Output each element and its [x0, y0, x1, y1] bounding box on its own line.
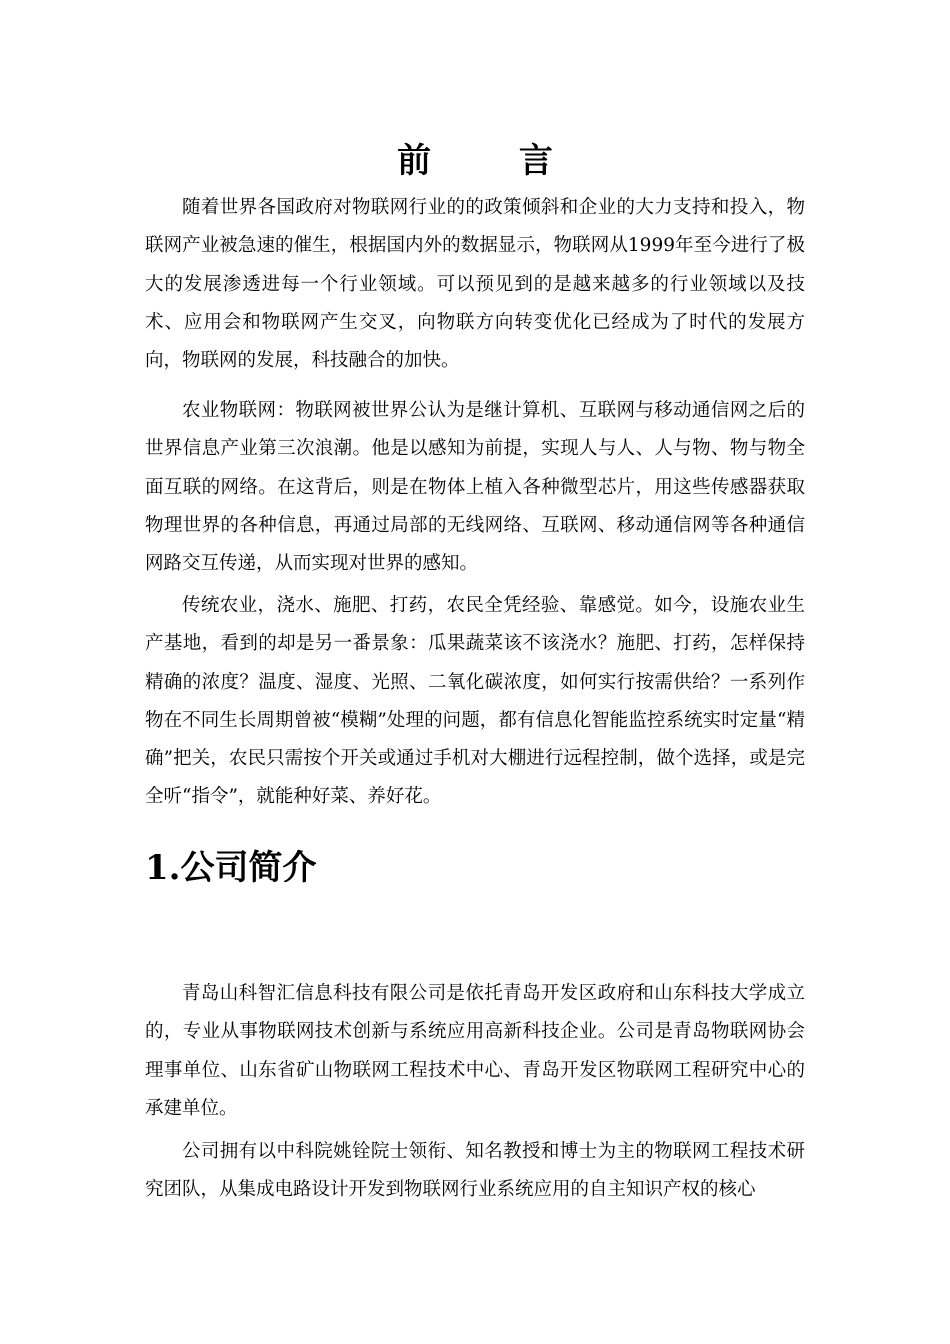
- preface-paragraph-2: 农业物联网：物联网被世界公认为是继计算机、互联网与移动通信网之后的世界信息产业第三次浪潮。他是以感知为前提，实现人与人、人与物、物与物全面互联的网络。在这背后，则是在物体上植入各种微型芯片，用这些传感器获取物理世界的各种信息，再通过局部的无线网络、互联网、移动通信网等各种通信网路交互传递，从而实现对世界的感知。: [145, 400, 805, 575]
- section-paragraph-2: 公司拥有以中科院姚铨院士领衔、知名教授和博士为主的物联网工程技术研究团队，从集成电路设计开发到物联网行业系统应用的自主知识产权的核心: [145, 1141, 805, 1201]
- section-heading: 1.公司简介: [145, 848, 317, 888]
- section-paragraph-1: 青岛山科智汇信息科技有限公司是依托青岛开发区政府和山东科技大学成立的，专业从事物联网技术创新与系统应用高新科技企业。公司是青岛物联网协会理事单位、山东省矿山物联网工程技术中心、青岛开发区物联网工程研究中心的承建单位。: [145, 983, 805, 1119]
- page-title: 前 言: [397, 141, 591, 181]
- preface-paragraph-3: 传统农业，浇水、施肥、打药，农民全凭经验、靠感觉。如今，设施农业生产基地，看到的却是另一番景象：瓜果蔬菜该不该浇水？施肥、打药，怎样保持精确的浓度？温度、湿度、光照、二氧化碳浓度，如何实行按需供给？一系列作物在不同生长周期曾被“模糊”处理的问题，都有信息化智能监控系统实时定量“精确”把关，农民只需按个开关或通过手机对大棚进行远程控制，做个选择，或是完全听“指令”，就能种好菜、养好花。: [145, 595, 805, 808]
- preface-paragraph-1: 随着世界各国政府对物联网行业的的政策倾斜和企业的大力支持和投入，物联网产业被急速的催生，根据国内外的数据显示，物联网从1999年至今进行了极大的发展渗透进每一个行业领域。可以预见到的是越来越多的行业领域以及技术、应用会和物联网产生交叉，向物联方向转变优化已经成为了时代的发展方向，物联网的发展，科技融合的加快。: [145, 197, 805, 372]
